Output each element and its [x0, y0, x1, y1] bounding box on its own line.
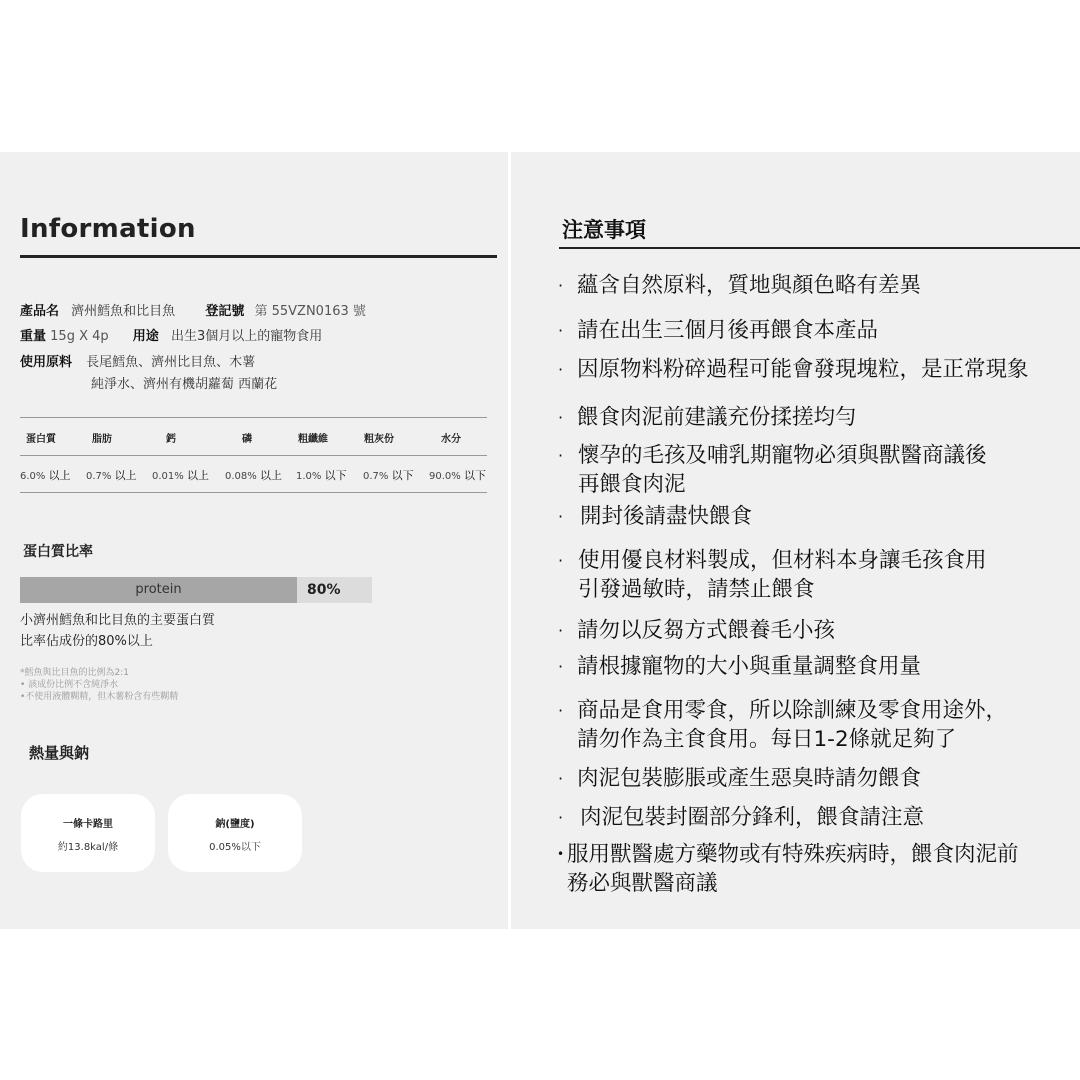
- calorie-card-value: 約13.8kal/條: [57, 842, 119, 853]
- caution-item-line: 商品是食用零食，所以除訓練及零食用途外，: [577, 698, 1008, 723]
- nutrition-amount: 0.01%: [152, 471, 184, 482]
- protein-footnotes: [20, 667, 178, 703]
- calorie-sodium-title: 熱量與鈉: [29, 744, 90, 762]
- bullet-dot: ·: [558, 657, 564, 676]
- caution-item-line: 懷孕的毛孩及哺乳期寵物必須與獸醫商議後: [578, 443, 987, 468]
- nutrition-amount: 90.0%: [429, 471, 461, 482]
- caution-item-line: 使用優良材料製成，但材料本身讓毛孩食用: [578, 548, 987, 573]
- nutrition-table-top-rule: [20, 417, 487, 418]
- caution-item-line: 再餵食肉泥: [578, 472, 686, 497]
- nutrition-header-moisture: 水分: [441, 434, 461, 445]
- bullet-dot: ·: [558, 446, 564, 465]
- caution-title-rule: [559, 247, 1080, 249]
- nutrition-header-fat: 脂肪: [92, 434, 112, 445]
- nutrition-header-protein: 蛋白質: [26, 434, 56, 445]
- product-name-row: [20, 300, 366, 319]
- weight-label: 重量: [20, 329, 47, 344]
- caution-item: [558, 652, 922, 681]
- caution-item: [558, 355, 1029, 384]
- caution-item: [558, 803, 925, 832]
- bullet-dot: ·: [558, 321, 564, 340]
- bullet-dot: •: [557, 847, 565, 861]
- caution-item: [558, 502, 753, 531]
- registration-value: 第 55VZN0163 號: [254, 304, 366, 319]
- bullet-dot: ·: [558, 701, 564, 720]
- caution-item-line: 請勿以反芻方式餵養毛小孩: [577, 618, 836, 643]
- bullet-dot: ·: [558, 808, 564, 827]
- caution-item: [558, 316, 879, 345]
- information-title-rule: [20, 255, 497, 258]
- bullet-dot: ·: [558, 769, 564, 788]
- caution-item: [558, 441, 987, 499]
- caution-item-line: 肉泥包裝膨脹或產生惡臭時請勿餵食: [577, 766, 922, 791]
- bullet-dot: ·: [558, 507, 564, 526]
- sodium-card: [168, 794, 302, 872]
- nutrition-table-bottom-rule: [20, 492, 487, 493]
- sodium-card-value: 0.05%以下: [209, 842, 261, 853]
- nutrition-amount: 0.7%: [363, 471, 389, 482]
- nutrition-header-phosphorus: 磷: [242, 434, 252, 445]
- nutrition-value-fat: [86, 467, 137, 483]
- product-name-label: 產品名: [20, 304, 60, 319]
- calorie-card: [21, 794, 155, 872]
- sodium-card-title: 鈉(鹽度): [215, 819, 255, 830]
- product-name-value: 濟州鱈魚和比目魚: [71, 304, 176, 319]
- product-weight-row: [20, 325, 322, 344]
- caution-item: [558, 546, 987, 604]
- caution-item-line: 請在出生三個月後再餵食本產品: [577, 318, 879, 343]
- nutrition-value-moisture: [429, 467, 486, 483]
- protein-ratio-title: 蛋白質比率: [23, 544, 93, 560]
- bullet-dot: ·: [558, 408, 564, 427]
- nutrition-amount: 0.08%: [225, 471, 257, 482]
- bullet-dot: ·: [558, 621, 564, 640]
- usage-value: 出生3個月以上的寵物食用: [170, 329, 323, 344]
- nutrition-amount: 6.0%: [20, 471, 46, 482]
- protein-bar-label: protein: [135, 582, 182, 597]
- ingredients-line-1: 長尾鱈魚、濟州比目魚、木薯: [86, 355, 256, 370]
- nutrition-value-protein: [20, 467, 71, 483]
- nutrition-value-fiber: [296, 467, 347, 483]
- nutrition-qualifier: 以下: [391, 469, 414, 482]
- protein-description-line-2: 比率佔成份的80%以上: [20, 634, 153, 649]
- caution-item-line: 蘊含自然原料，質地與顏色略有差異: [577, 273, 922, 298]
- nutrition-header-calcium: 鈣: [166, 434, 176, 445]
- ingredients-label: 使用原料: [20, 355, 73, 370]
- nutrition-value-phosphorus: [225, 467, 282, 483]
- bullet-dot: ·: [558, 360, 564, 379]
- nutrition-header-fiber: 粗纖維: [298, 434, 328, 445]
- weight-value: 15g X 4p: [50, 329, 109, 344]
- nutrition-qualifier: 以下: [324, 469, 347, 482]
- caution-title: 注意事項: [562, 218, 646, 242]
- caution-item-line: 引發過敏時，請禁止餵食: [578, 577, 815, 602]
- footnote-3: •不使用液體糊精，但木薯粉含有些糊精: [20, 692, 179, 702]
- caution-item: [558, 403, 857, 432]
- nutrition-amount: 0.7%: [86, 471, 112, 482]
- footnote-1: *鱈魚與比目魚的比例為2:1: [20, 668, 129, 678]
- caution-item-line: 因原物料粉碎過程可能會發現塊粒，是正常現象: [577, 357, 1029, 382]
- usage-label: 用途: [132, 329, 159, 344]
- information-title: Information: [20, 214, 196, 244]
- footnote-2: • 該成份比例不含純淨水: [20, 680, 119, 690]
- bullet-dot: ·: [558, 276, 564, 295]
- caution-item-line: 服用獸醫處方藥物或有特殊疾病時，餵食肉泥前: [567, 842, 1019, 867]
- protein-description-line-1: 小濟州鱈魚和比目魚的主要蛋白質: [20, 613, 216, 628]
- caution-item-line: 餵食肉泥前建議充份揉搓均勻: [577, 405, 857, 430]
- nutrition-qualifier: 以上: [259, 469, 282, 482]
- ingredients-row: [20, 351, 255, 370]
- nutrition-amount: 1.0%: [296, 471, 322, 482]
- nutrition-qualifier: 以上: [114, 469, 137, 482]
- registration-label: 登記號: [205, 304, 245, 319]
- protein-ratio-bar: [20, 577, 372, 603]
- caution-item-line: 肉泥包裝封圈部分鋒利，餵食請注意: [580, 805, 925, 830]
- caution-item-line: 請根據寵物的大小與重量調整食用量: [577, 654, 922, 679]
- caution-item: [558, 616, 836, 645]
- caution-item-line: 開封後請盡快餵食: [580, 504, 753, 529]
- nutrition-table-mid-rule: [20, 455, 487, 456]
- nutrition-value-ash: [363, 467, 414, 483]
- caution-item: [558, 764, 922, 793]
- protein-description: [20, 610, 215, 652]
- nutrition-qualifier: 以上: [48, 469, 71, 482]
- nutrition-qualifier: 以下: [463, 469, 486, 482]
- caution-item: [557, 840, 1019, 898]
- caution-item: [558, 271, 922, 300]
- nutrition-header-ash: 粗灰份: [364, 434, 394, 445]
- ingredients-line-2: 純淨水、濟州有機胡蘿蔔 西蘭花: [91, 377, 278, 392]
- caution-item-line: 務必與獸醫商議: [567, 871, 718, 896]
- nutrition-value-calcium: [152, 467, 209, 483]
- protein-bar-percent: 80%: [307, 582, 341, 598]
- caution-item: [558, 696, 1008, 754]
- caution-item-line: 請勿作為主食食用。每日1-2條就足夠了: [577, 727, 957, 752]
- nutrition-qualifier: 以上: [186, 469, 209, 482]
- calorie-card-title: 一條卡路里: [63, 819, 113, 830]
- bullet-dot: ·: [558, 551, 564, 570]
